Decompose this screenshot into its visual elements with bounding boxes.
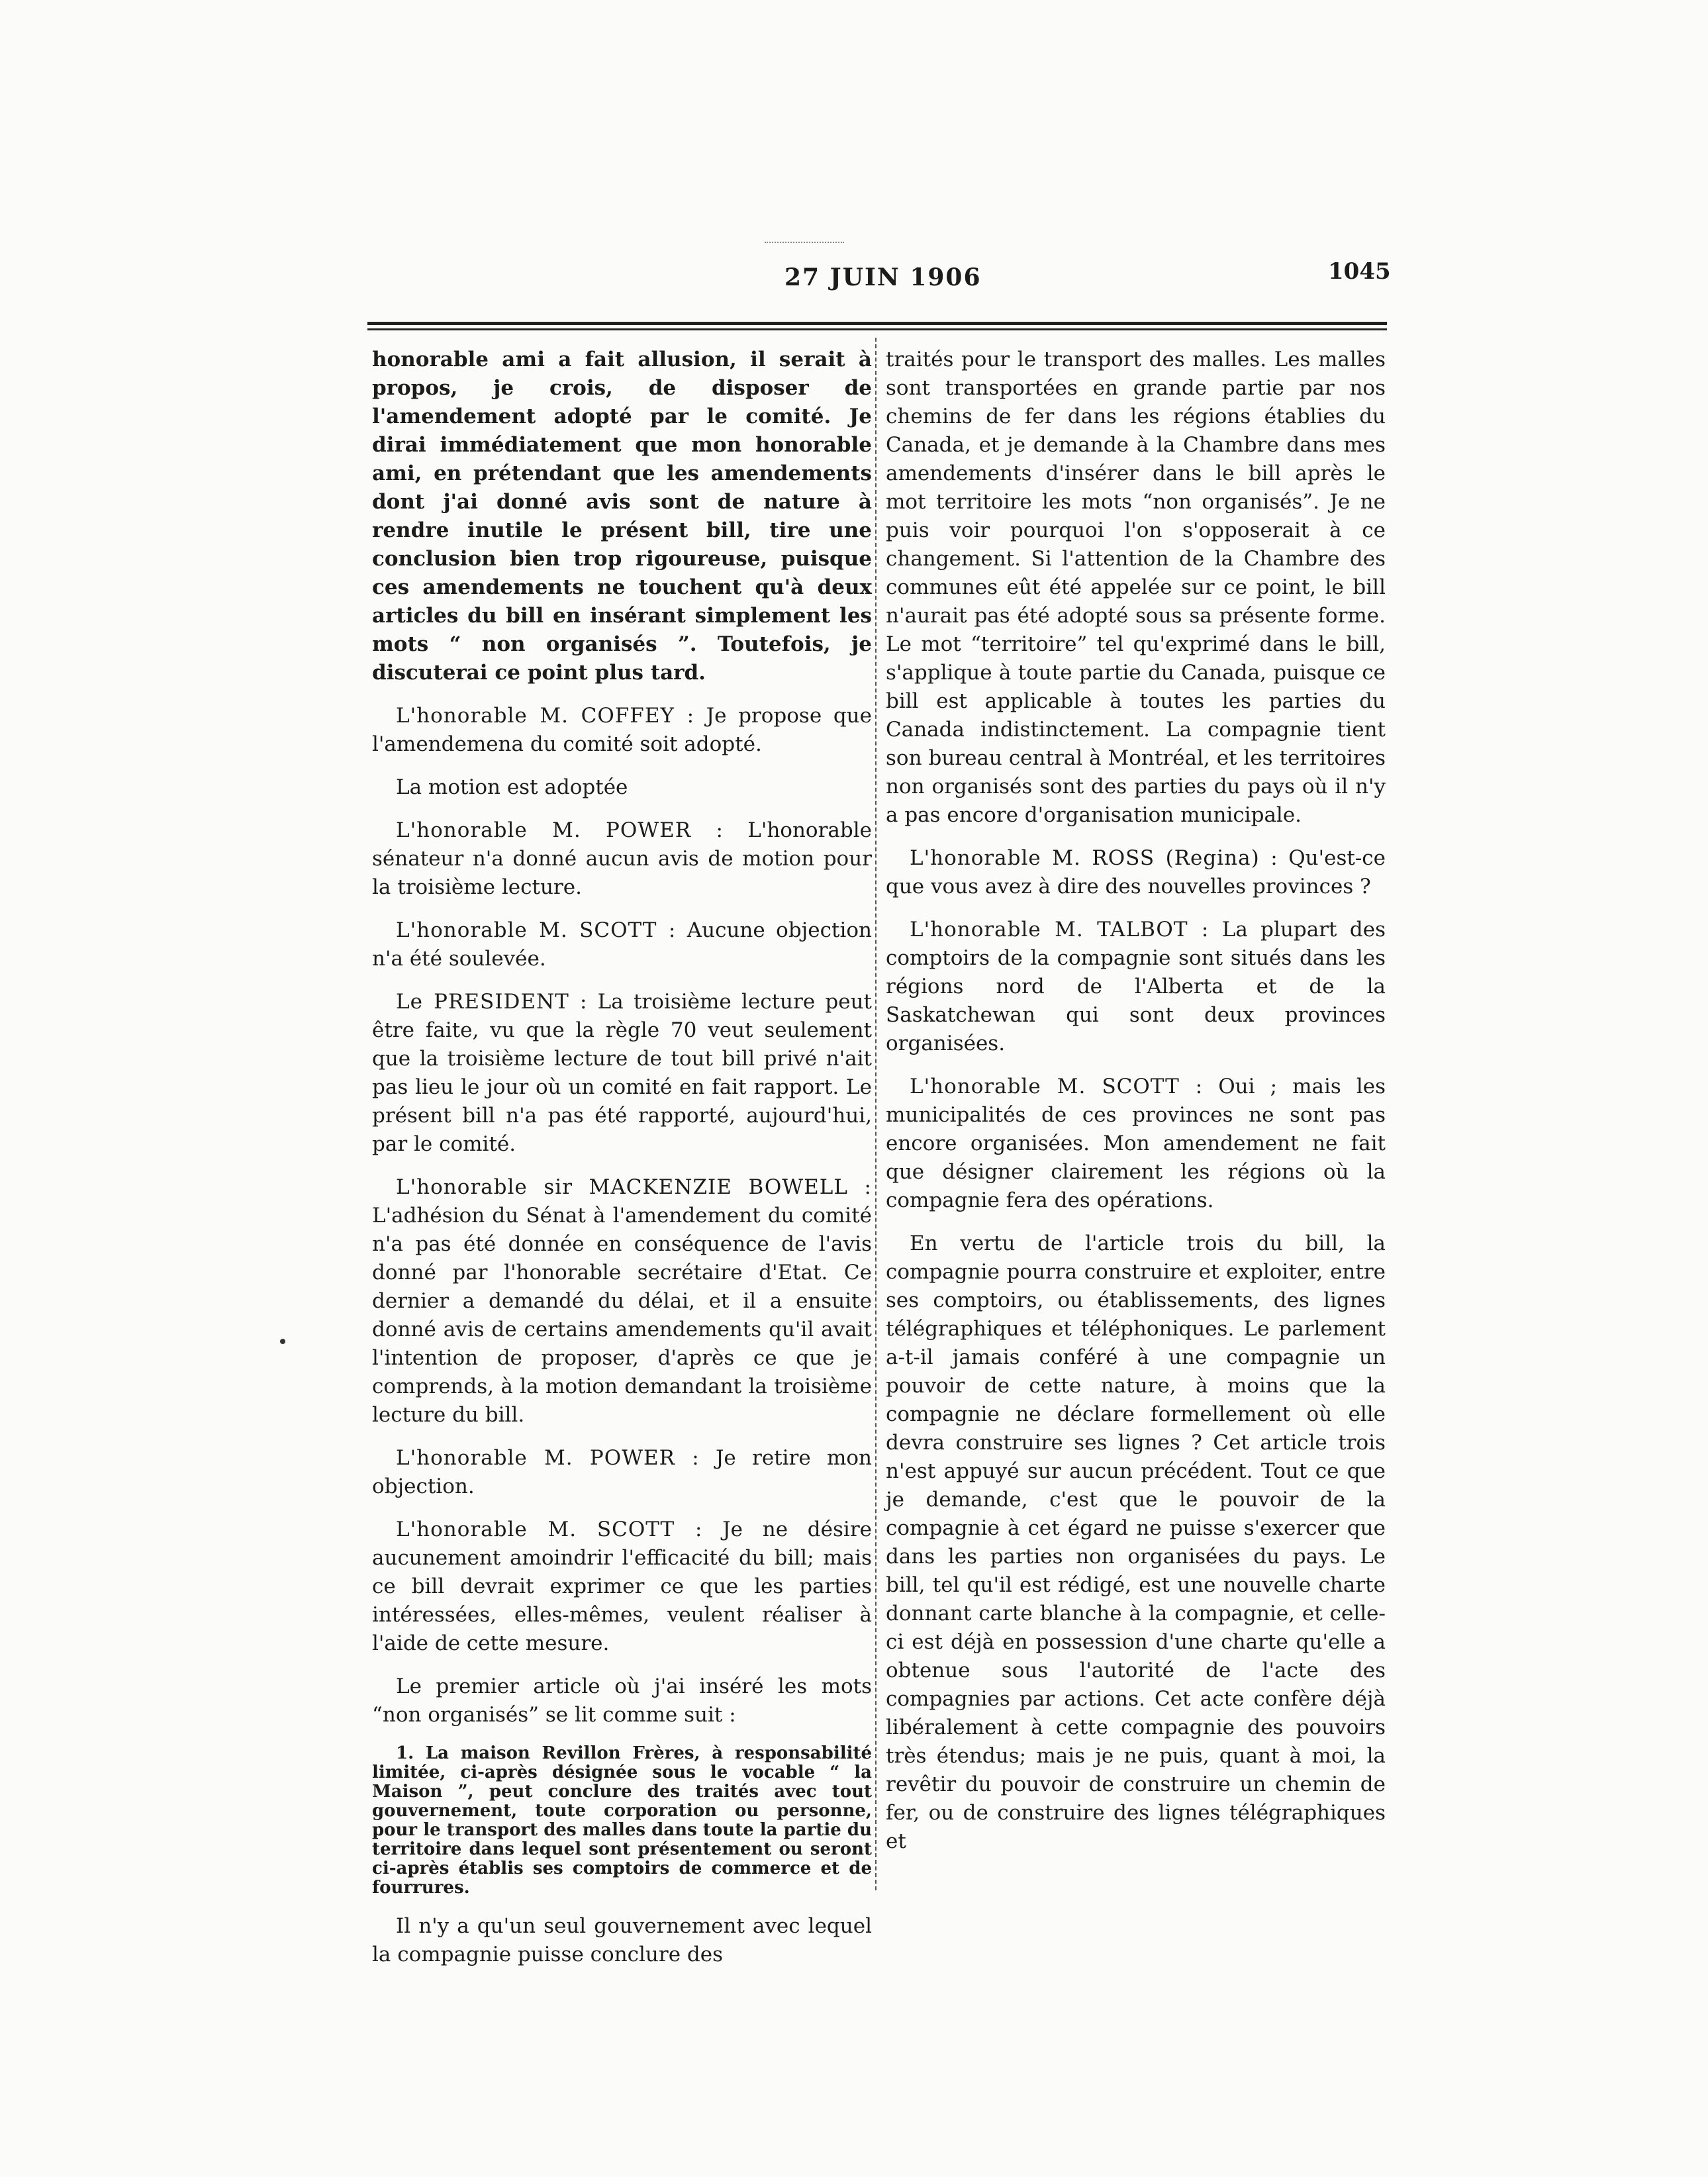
paragraph: traités pour le transport des malles. Les malles sont transportées en grande partie par nos chemins de fer dans les régions établies du Canada, et je demande à la Chambre dans mes amendements d'insérer dans le bill après le mot territoire les mots “non organisés”. Je ne puis voir pourquoi l'on s'opposerait à ce changement. Si l'attention de la Chambre des communes eût été appelée sur ce point, le bill n'aurait pas été adopté sous sa présente forme. Le mot “territoire” tel qu'exprimé dans le bill, s'applique à toute partie du Canada, puisque ce bill est applicable à toutes les parties du Canada indistinctement. La compagnie tient son bureau central à Montréal, et les territoires non organisés sont des parties du pays où il n'y a pas encore d'organisation municipale.: [886, 348, 1386, 827]
quoted-article: 1. La maison Revillon Frères, à responsabilité limitée, ci-après désignée sous le vocable “ la Maison ”, peut conclure des traités avec tout gouvernement, toute corporation ou personne, pour le transport des malles dans toute la partie du territoire dans lequel sont présentement ou seront ci-après établis ses comptoirs de commerce et de fourrures.: [372, 1743, 872, 1898]
paragraph: honorable ami a fait allusion, il serait à propos, je crois, de disposer de l'amendement adopté par le comité. Je dirai immédiatement que mon honorable ami, en prétendant que les amendements dont j'ai donné avis sont de nature à rendre inutile le présent bill, tire une conclusion bien trop rigoureuse, puisque ces amendements ne touchent qu'à deux articles du bill en insérant simplement les mots “ non organisés ”. Toutefois, je discuterai ce point plus tard.: [372, 348, 872, 685]
margin-dot: [280, 1339, 285, 1344]
speech-text: La plupart des comptoirs de la compagnie sont situés dans les régions nord de l'Alberta et de la Saskatchewan qui sont deux provinces organisées.: [886, 918, 1386, 1055]
paragraph: [372, 988, 872, 1159]
speech-text: L'adhésion du Sénat à l'amendement du comité n'a pas été donnée en conséquence de l'avis donné par l'honorable secrétaire d'Etat. Ce dernier a demandé du délai, et il a ensuite donné avis de certains amendements qu'il avait l'intention de proposer, d'après ce que je comprends, à la motion demandant la troisième lecture du bill.: [372, 1204, 872, 1427]
paragraph: [372, 1444, 872, 1501]
speech-text: Qu'est-ce que vous avez à dire des nouvelles provinces ?: [886, 846, 1386, 898]
speaker-name: L'honorable M. POWER :: [396, 818, 724, 842]
top-margin-mark: [765, 242, 844, 244]
speech-text: Je ne désire aucunement amoindrir l'efficacité du bill; mais ce bill devrait exprimer ce que les parties intéressées, elles-mêmes, veulent réaliser à l'aide de cette mesure.: [372, 1518, 872, 1655]
speaker-name: L'honorable M. ROSS (Regina) :: [910, 846, 1278, 870]
paragraph: [886, 844, 1386, 901]
speech-text: Je retire mon objection.: [372, 1446, 873, 1498]
paragraph: La motion est adoptée: [396, 775, 628, 799]
paragraph: [372, 1173, 872, 1429]
speaker-name: L'honorable M. SCOTT :: [396, 918, 677, 942]
paragraph: [886, 916, 1386, 1058]
paragraph: Le premier article où j'ai inséré les mots “non organisés” se lit comme suit :: [372, 1674, 872, 1727]
page-date: 27 JUIN 1906: [784, 264, 982, 291]
speech-text: Oui ; mais les municipalités de ces provinces ne sont pas encore organisées. Mon amendement ne fait que désigner clairement les régions où la compagnie fera des opérations.: [886, 1075, 1386, 1212]
speaker-name: L'honorable M. POWER :: [396, 1446, 700, 1470]
speech-text: La troisième lecture peut être faite, vu que la règle 70 veut seulement que la troisième lecture de tout bill privé n'ait pas lieu le jour où un comité en fait rapport. Le présent bill n'a pas été rapporté, aujourd'hui, par le comité.: [372, 990, 872, 1156]
paragraph: [372, 816, 872, 902]
paragraph: [372, 916, 872, 973]
paragraph: [372, 702, 872, 759]
speaker-name: L'honorable M. SCOTT :: [910, 1075, 1204, 1098]
column-divider: [875, 338, 878, 1890]
page-number: 1045: [1328, 258, 1391, 285]
speech-text: Je propose que l'amendemena du comité soit adopté.: [372, 704, 872, 756]
paragraph: [886, 1073, 1386, 1215]
speech-text: Aucune objection n'a été soulevée.: [372, 918, 872, 971]
header-rule-top: [367, 322, 1387, 325]
right-column: [886, 346, 1386, 1870]
paragraph: En vertu de l'article trois du bill, la compagnie pourra construire et exploiter, entre ses comptoirs, ou établissements, des lignes télégraphiques et téléphoniques. Le parlement a-t-il jamais conféré à une compagnie un pouvoir de cette nature, à moins que la compagnie ne déclare formellement où elle devra construire ses lignes ? Cet article trois n'est appuyé sur aucun précédent. Tout ce que je demande, c'est que le pouvoir de la compagnie à cet égard ne puisse s'exercer que dans les parties non organisées du pays. Le bill, tel qu'il est rédigé, est une nouvelle charte donnant carte blanche à la compagnie, et celle-ci est déjà en possession d'une charte qu'elle a obtenue sous l'autorité de l'acte des compagnies par actions. Cet acte confère déjà libéralement à cette compagnie des pouvoirs très étendus; mais je ne puis, quant à moi, la revêtir du pouvoir de construire un chemin de fer, ou de construire des lignes télégraphiques et: [886, 1232, 1386, 1853]
paragraph: [372, 1516, 872, 1658]
speaker-name: L'honorable M. TALBOT :: [910, 918, 1210, 942]
speaker-name: Le PRESIDENT :: [396, 990, 588, 1014]
speech-text: L'honorable sénateur n'a donné aucun avis de motion pour la troisième lecture.: [372, 818, 873, 899]
speaker-name: L'honorable M. COFFEY :: [396, 704, 695, 728]
speaker-name: L'honorable M. SCOTT :: [396, 1518, 703, 1541]
speaker-name: L'honorable sir MACKENZIE BOWELL :: [396, 1175, 872, 1199]
left-column: [372, 346, 872, 1984]
paragraph: Il n'y a qu'un seul gouvernement avec lequel la compagnie puisse conclure des: [372, 1914, 872, 1966]
header-rule-bottom: [367, 328, 1387, 330]
